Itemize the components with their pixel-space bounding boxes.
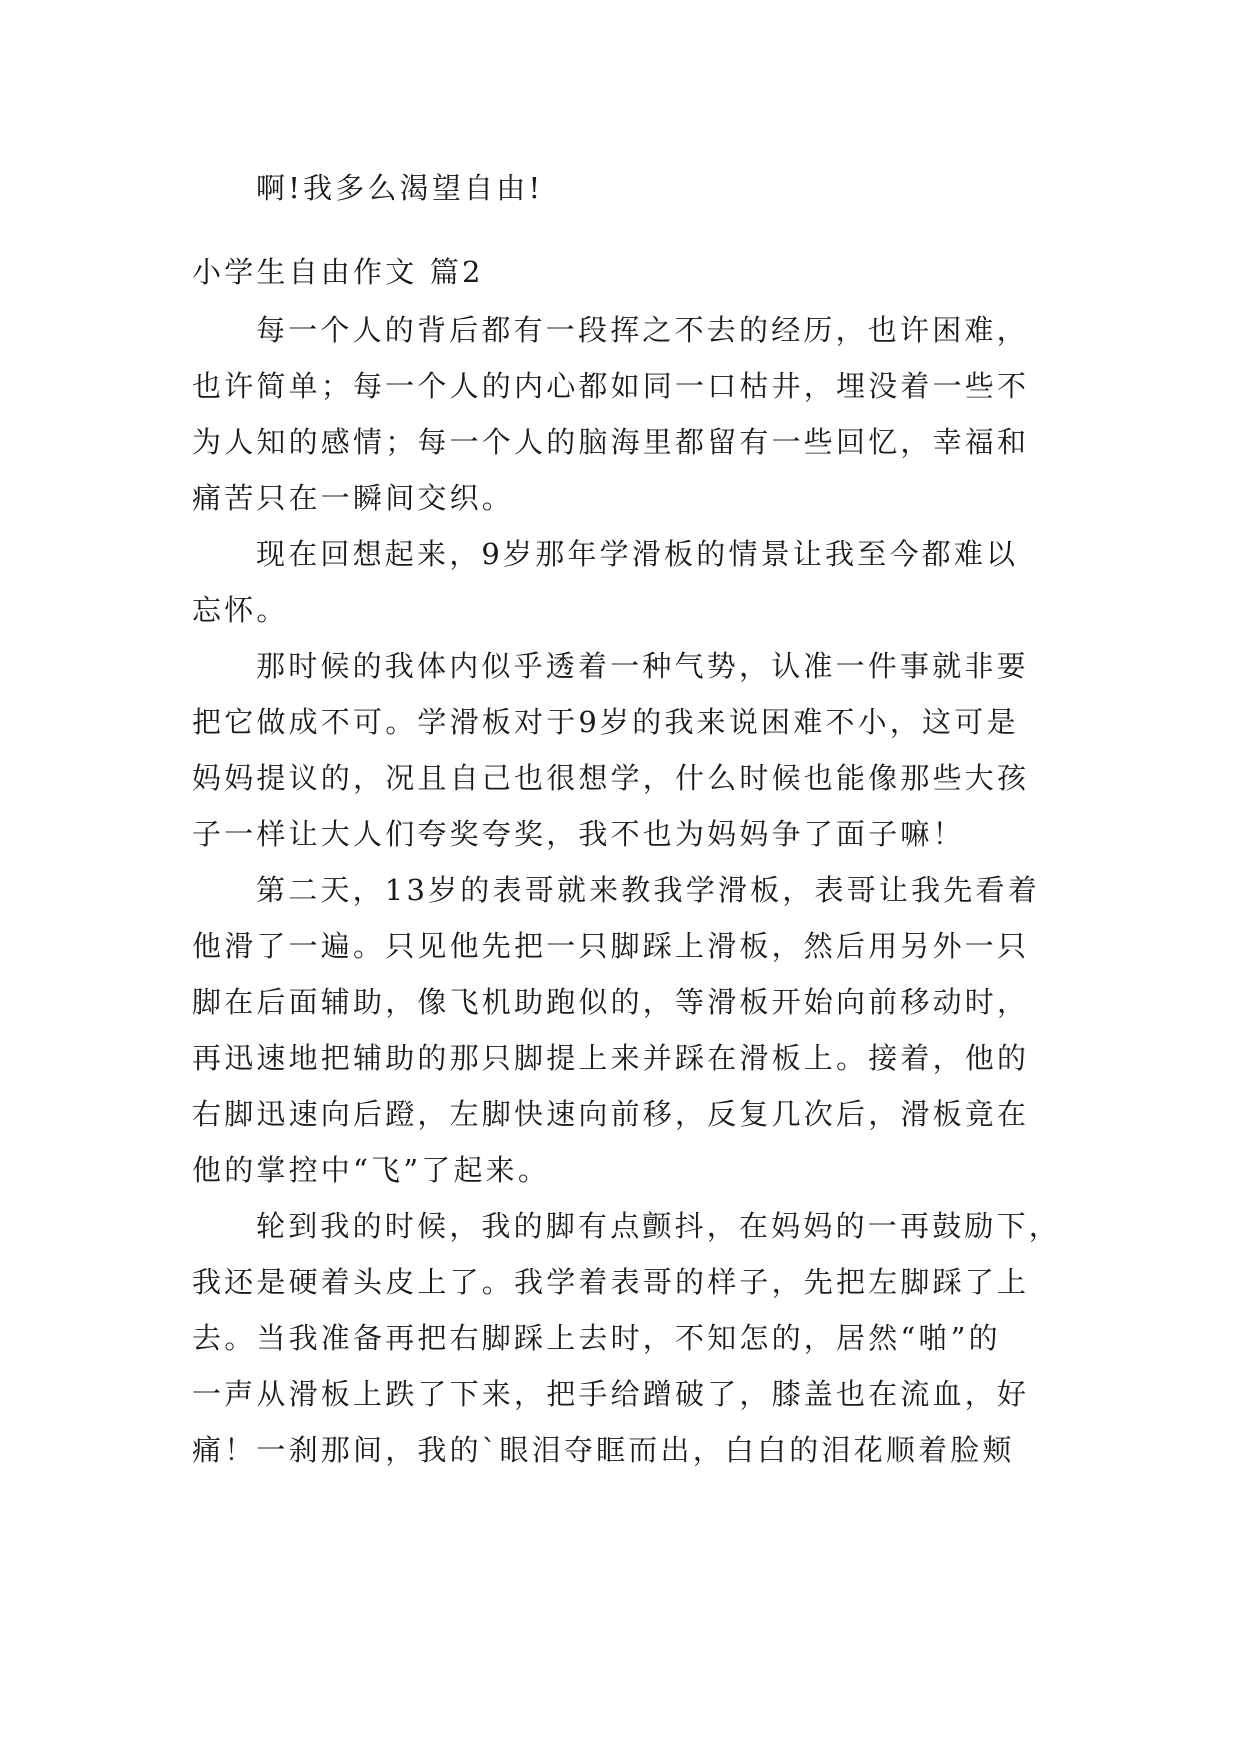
paragraph-line: 忘怀。 <box>192 593 289 627</box>
paragraph-line: 去。当我准备再把右脚踩上去时，不知怎的，居然“啪”的 <box>192 1321 1001 1355</box>
paragraph-line: 痛苦只在一瞬间交织。 <box>192 481 515 515</box>
paragraph-line: 一声从滑板上跌了下来，把手给蹭破了，膝盖也在流血，好 <box>192 1377 1030 1411</box>
paragraph-line: 那时候的我体内似乎透着一种气势，认准一件事就非要 <box>256 649 1029 683</box>
section-heading: 小学生自由作文 篇2 <box>192 255 484 289</box>
closing-exclamation: 啊!我多么渴望自由! <box>256 171 544 205</box>
paragraph-line: 他的掌控中“飞”了起来。 <box>192 1153 551 1187</box>
paragraph-line: 现在回想起来，9岁那年学滑板的情景让我至今都难以 <box>256 537 1019 571</box>
paragraph-line: 我还是硬着头皮上了。我学着表哥的样子，先把左脚踩了上 <box>192 1265 1030 1299</box>
paragraph-line: 再迅速地把辅助的那只脚提上来并踩在滑板上。接着，他的 <box>192 1041 1030 1075</box>
paragraph-line: 他滑了一遍。只见他先把一只脚踩上滑板，然后用另外一只 <box>192 929 1030 963</box>
paragraph-line: 脚在后面辅助，像飞机助跑似的，等滑板开始向前移动时， <box>192 985 1030 1019</box>
paragraph-line: 为人知的感情；每一个人的脑海里都留有一些回忆，幸福和 <box>192 425 1030 459</box>
paragraph-line: 也许简单；每一个人的内心都如同一口枯井，埋没着一些不 <box>192 369 1030 403</box>
paragraph-line: 妈妈提议的，况且自己也很想学，什么时候也能像那些大孩 <box>192 761 1030 795</box>
paragraph-line: 痛！一刹那间，我的`眼泪夺眶而出，白白的泪花顺着脸颊 <box>192 1433 1015 1467</box>
paragraph-line: 子一样让大人们夸奖夸奖，我不也为妈妈争了面子嘛！ <box>192 817 965 851</box>
paragraph-line: 右脚迅速向后蹬，左脚快速向前移，反复几次后，滑板竟在 <box>192 1097 1030 1131</box>
paragraph-line: 每一个人的背后都有一段挥之不去的经历，也许困难， <box>256 313 1029 347</box>
paragraph-line: 把它做成不可。学滑板对于9岁的我来说困难不小，这可是 <box>192 705 1019 739</box>
paragraph-line: 轮到我的时候，我的脚有点颤抖，在妈妈的一再鼓励下， <box>256 1209 1062 1243</box>
paragraph-line: 第二天，13岁的表哥就来教我学滑板，表哥让我先看着 <box>256 873 1040 907</box>
